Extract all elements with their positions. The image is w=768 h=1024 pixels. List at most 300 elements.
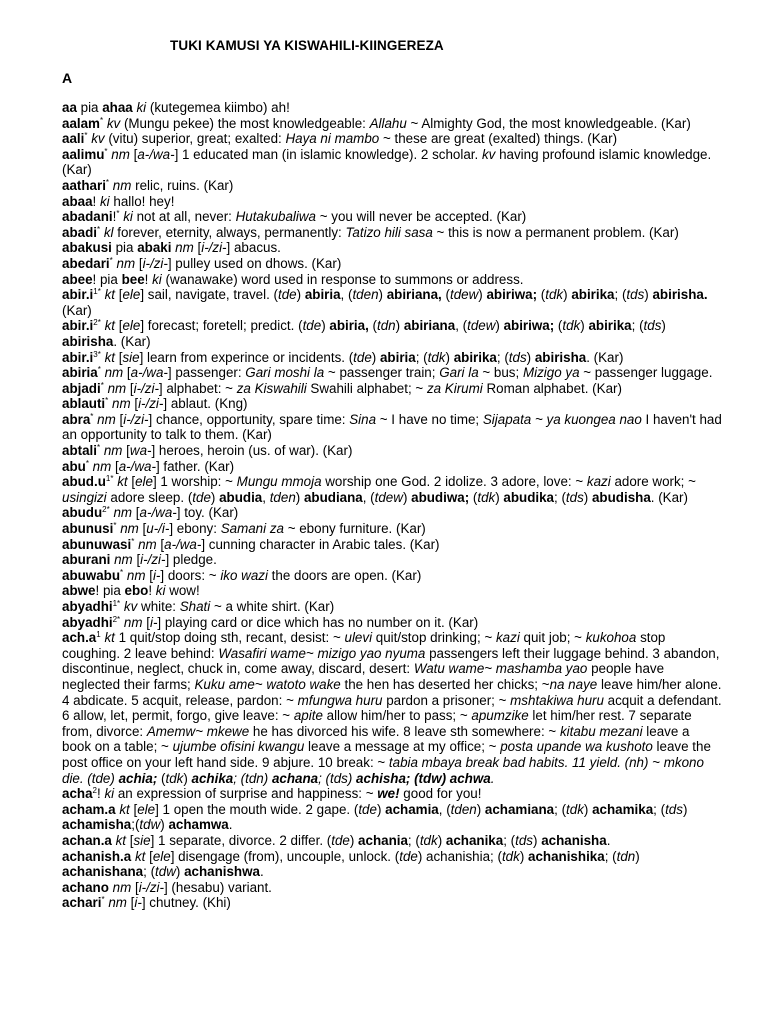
entry-italic-text: ; (tdn) xyxy=(233,770,272,786)
entry-italic-text: Mizigo ya xyxy=(522,365,580,381)
entry-text: ! xyxy=(112,209,117,225)
entry-headword: achano xyxy=(62,879,109,895)
dictionary-entry xyxy=(62,849,722,880)
entry-text: ~ passenger luggage. xyxy=(579,365,713,381)
entry-italic-text: nm xyxy=(123,614,143,630)
entry-headword: abyadhi xyxy=(62,614,113,630)
entry-text: [ xyxy=(115,411,124,427)
entry-text: ) xyxy=(160,817,169,833)
entry-italic-text: ki xyxy=(104,786,115,802)
entry-italic-text: tdk xyxy=(566,801,584,817)
entry-superscript: 3* xyxy=(93,349,101,359)
entry-text: [ xyxy=(114,287,123,303)
dictionary-entry xyxy=(62,474,722,505)
entry-text: (kutegemea kiimbo) ah! xyxy=(146,100,290,115)
entry-headword: ebo xyxy=(124,583,149,599)
entry-italic-text: tden xyxy=(450,801,477,817)
entry-superscript: * xyxy=(84,131,88,141)
entry-text: [ xyxy=(126,380,134,396)
entry-italic-text: nm xyxy=(104,365,124,381)
entry-text: [ xyxy=(156,536,165,552)
entry-text: pardon a prisoner; ~ xyxy=(382,692,511,708)
entry-italic-text: kt xyxy=(104,630,115,646)
entry-text: ] chutney. (Khi) xyxy=(141,895,231,911)
entry-headword: abirisha. xyxy=(652,287,708,303)
entry-italic-text: tdk xyxy=(562,318,581,334)
entry-text: ! xyxy=(92,193,100,209)
entry-italic-text: nm xyxy=(114,552,133,568)
entry-headword: abra xyxy=(62,411,91,427)
entry-text: ! pia xyxy=(95,583,125,599)
entry-italic-text: ; (tds) xyxy=(318,770,357,786)
entry-text: ~ passenger train; xyxy=(324,365,440,381)
entry-italic-text: ki xyxy=(123,209,133,225)
entry-superscript: * xyxy=(99,115,104,125)
entry-italic-text: za Kirumi xyxy=(426,380,483,396)
entry-text: the hen has deserted her chicks; ~ xyxy=(340,676,550,692)
dictionary-entry xyxy=(62,350,722,366)
entry-text: ) xyxy=(295,489,304,505)
entry-text: Roman alphabet. (Kar) xyxy=(482,380,622,396)
entry-text: ) xyxy=(183,770,192,786)
entry-italic-text: tde xyxy=(399,848,418,864)
entry-text: . (Kar) xyxy=(586,349,624,365)
entry-italic-text: tds xyxy=(515,832,533,848)
entry-text: ) xyxy=(476,801,485,817)
entry-text: ) xyxy=(661,318,666,334)
entry-headword: abiriwa; xyxy=(503,318,555,334)
entry-headword: abiriana xyxy=(403,318,456,334)
entry-italic-text: kt xyxy=(104,318,115,334)
entry-text: relic, ruins. (Kar) xyxy=(131,177,234,193)
entry-italic-text: tdw xyxy=(139,817,161,833)
entry-text: ) xyxy=(580,318,589,334)
entry-superscript: * xyxy=(105,396,109,406)
entry-text: ] 1 worship: ~ xyxy=(152,474,237,490)
dictionary-entry xyxy=(62,225,722,241)
entry-italic-text: tdk xyxy=(427,349,446,365)
entry-superscript: * xyxy=(97,365,101,375)
entry-headword: achamisha xyxy=(62,817,132,833)
entry-text: (Kar) xyxy=(62,302,92,318)
entry-headword: ablauti xyxy=(62,396,106,412)
entry-italic-text: sie xyxy=(122,349,140,365)
entry-text: I haven't had an opportunity to talk to them. (Kar) xyxy=(62,411,722,443)
entry-italic-text: iko wazi xyxy=(220,567,268,583)
entry-italic-text: tdk xyxy=(501,848,520,864)
entry-headword: abir.i xyxy=(62,318,94,334)
entry-italic-text: ele xyxy=(137,801,156,817)
entry-italic-text: ele xyxy=(122,287,141,303)
entry-text: quit job; ~ xyxy=(519,630,586,646)
entry-text: the doors are open. (Kar) xyxy=(267,567,422,583)
entry-headword: aburani xyxy=(62,552,111,568)
entry-superscript: 2* xyxy=(93,318,101,328)
entry-italic-text: nm xyxy=(97,411,116,427)
entry-text: ] doors: ~ xyxy=(160,567,221,583)
entry-text: ) xyxy=(445,349,454,365)
entry-italic-text: i-/zi- xyxy=(123,411,149,427)
entry-headword: achamiana xyxy=(484,801,555,817)
entry-bold-italic-text: achia; xyxy=(118,770,158,786)
entry-text: ~ ebony furniture. (Kar) xyxy=(283,521,426,537)
entry-text: forever, eternity, always, permanently: xyxy=(113,224,346,240)
dictionary-entry xyxy=(62,365,722,381)
entry-headword: abee xyxy=(62,271,93,287)
entry-text: leave him/her alone. 4 abdicate. 5 acquit, release, pardon: ~ xyxy=(62,676,722,708)
entry-text: ) xyxy=(635,848,640,864)
entry-italic-text: za Kiswahili xyxy=(236,380,307,396)
entry-italic-text: Kuku ame~ watoto wake xyxy=(194,676,341,692)
entry-italic-text: tabia mbaya break bad habits. 11 yield. (nh) ~ mkono die. (tde) xyxy=(62,754,704,786)
entry-text: ] pulley used on dhows. (Kar) xyxy=(167,255,342,271)
entry-text: ; ( xyxy=(604,848,617,864)
entry-italic-text: i-/zi- xyxy=(138,396,164,412)
entry-italic-text: tdn xyxy=(616,848,636,864)
entry-headword: abaa xyxy=(62,193,93,209)
entry-text: ; ( xyxy=(653,801,666,817)
entry-text: stop coughing. 2 leave behind: xyxy=(62,630,666,661)
dictionary-entry xyxy=(62,568,722,584)
entry-bold-italic-text: achana xyxy=(271,770,319,786)
entry-text: ] 1 open the mouth wide. 2 gape. ( xyxy=(155,801,359,817)
entry-italic-text: kt xyxy=(115,832,127,848)
entry-italic-text: nm xyxy=(107,380,127,396)
dictionary-entry xyxy=(62,833,722,849)
entry-text: [ xyxy=(129,146,138,162)
entry-text: ; ( xyxy=(415,349,428,365)
dictionary-entry xyxy=(62,505,722,521)
dictionary-entry xyxy=(62,786,722,802)
dictionary-entry xyxy=(62,287,722,318)
entry-italic-text: Wasafiri wame~ mizigo yao nyuma xyxy=(218,645,426,661)
entry-text: , ( xyxy=(438,801,451,817)
entry-text: ~ Almighty God, the most knowledgeable. (Kar) xyxy=(406,115,691,131)
dictionary-entry xyxy=(62,895,722,911)
entry-headword: achanishana xyxy=(62,864,144,880)
entry-italic-text: a-/wa- xyxy=(139,505,177,521)
entry-text: let him/her rest. 7 separate from, divorce: xyxy=(62,708,692,739)
entry-italic-text: ele xyxy=(152,848,171,864)
entry-italic-text: Gari moshi la xyxy=(245,365,325,381)
entry-headword: abirika xyxy=(453,349,497,365)
entry-text: [ xyxy=(145,567,153,583)
entry-text: [ xyxy=(127,474,136,490)
entry-text: , xyxy=(262,489,270,505)
entry-text: passengers left their luggage behind. 3 abandon, discontinue, neglect, chuck in, come away, discard, desert: xyxy=(62,645,720,677)
entry-text: ( xyxy=(157,770,166,786)
section-letter-heading: A xyxy=(62,70,73,86)
entry-headword: abyadhi xyxy=(62,599,113,614)
entry-superscript: 1 xyxy=(96,630,101,640)
entry-text: ; ( xyxy=(631,318,644,334)
entry-text: ] ablaut. (Kng) xyxy=(163,396,248,412)
entry-italic-text: ki xyxy=(99,193,110,209)
entry-italic-text: posta upande wa kushoto xyxy=(500,739,653,755)
entry-text: [ xyxy=(123,365,131,381)
entry-headword: abuwabu xyxy=(62,567,121,583)
entry-italic-text: nm xyxy=(138,536,157,552)
entry-superscript: * xyxy=(109,255,113,265)
entry-text: . xyxy=(259,864,264,880)
entry-text: ] passenger: xyxy=(167,365,246,381)
entry-text: ) xyxy=(478,287,487,303)
entry-superscript: * xyxy=(96,443,101,453)
entry-italic-text: Tatizo hili sasa xyxy=(345,224,433,240)
entry-italic-text: kv xyxy=(106,115,121,131)
entry-text: ] 1 separate, divorce. 2 differ. ( xyxy=(150,832,332,848)
entry-italic-text: tdk xyxy=(419,832,438,848)
entry-italic-text: Gari la xyxy=(439,365,479,381)
entry-italic-text: Mungu mmoja xyxy=(236,474,322,490)
entry-text: , ( xyxy=(362,489,375,505)
entry-text: ( xyxy=(554,318,563,334)
entry-text: ) xyxy=(563,287,572,303)
entry-superscript: * xyxy=(100,380,104,390)
entry-text: ] alphabet: ~ xyxy=(158,380,237,396)
entry-italic-text: Samani za xyxy=(220,521,284,537)
entry-italic-text: apite xyxy=(293,708,323,724)
entry-headword: abirika xyxy=(588,318,632,334)
entry-text: . (Kar) xyxy=(113,333,151,349)
entry-text: not at all, never: xyxy=(132,209,236,225)
entry-text: ) xyxy=(376,801,386,817)
entry-text: ~ a white shirt. (Kar) xyxy=(210,599,335,614)
entry-headword: abadi xyxy=(62,224,97,240)
dictionary-entry xyxy=(62,802,722,833)
entry-superscript: * xyxy=(116,209,120,219)
entry-text: ] ebony: xyxy=(169,521,221,537)
entry-italic-text: ele xyxy=(122,318,141,334)
dictionary-entry xyxy=(62,880,722,896)
entry-text: ] chance, opportunity, spare time: xyxy=(148,411,350,427)
entry-italic-text: ele xyxy=(135,474,153,490)
entry-headword: abud.u xyxy=(62,474,106,490)
entry-text: good for you! xyxy=(399,786,482,802)
entry-italic-text: tds xyxy=(626,287,645,303)
entry-text: . xyxy=(606,832,611,848)
entry-headword: aali xyxy=(62,131,85,147)
entry-text: ; ( xyxy=(503,832,516,848)
entry-italic-text: tdew xyxy=(374,489,403,505)
entry-italic-text: kt xyxy=(119,801,130,817)
dictionary-entry xyxy=(62,116,722,132)
entry-text: [ xyxy=(111,458,119,474)
entry-superscript: * xyxy=(113,521,117,531)
entry-italic-text: tde xyxy=(353,349,372,365)
dictionary-entry xyxy=(62,147,722,178)
entry-text: people have neglected their farms; xyxy=(62,661,665,692)
entry-text: ] sail, navigate, travel. ( xyxy=(140,287,278,303)
entry-text: ; ( xyxy=(407,832,420,848)
entry-headword: abunuwasi xyxy=(62,536,132,552)
entry-italic-text: i- xyxy=(149,614,158,630)
entry-italic-text: nm xyxy=(112,396,131,412)
entry-text: leave a message at my office; ~ xyxy=(304,739,501,755)
entry-italic-text: tdk xyxy=(545,287,564,303)
entry-text: hallo! hey! xyxy=(109,193,175,209)
entry-headword: achanish.a xyxy=(62,848,132,864)
entry-text: ; ( xyxy=(496,349,509,365)
entry-text: [ xyxy=(138,521,147,537)
entry-text: [ xyxy=(126,832,134,848)
entry-text: [ xyxy=(145,848,153,864)
entry-text: Swahili alphabet; ~ xyxy=(306,380,427,396)
entry-italic-text: tds xyxy=(665,801,683,817)
entry-italic-text: usingizi xyxy=(62,489,107,505)
entry-italic-text: kazi xyxy=(586,474,611,490)
entry-italic-text: nm xyxy=(112,879,132,895)
entry-italic-text: tde xyxy=(302,318,322,334)
entry-text: acquit a defendant. 6 allow, let, permit, forgo, give leave: ~ xyxy=(62,692,722,724)
entry-headword: achanisha xyxy=(541,832,607,848)
entry-text: ] (hesabu) variant. xyxy=(163,879,272,895)
entry-text: ) xyxy=(437,832,446,848)
entry-text: [ xyxy=(131,879,139,895)
entry-text: ] disengage (from), uncouple, unlock. ( xyxy=(170,848,400,864)
entry-italic-text: nm xyxy=(108,895,127,911)
entry-headword: ach.a xyxy=(62,630,97,646)
entry-italic-text: a-/wa- xyxy=(164,536,202,552)
entry-italic-text: ulevi xyxy=(344,630,373,646)
dictionary-entry xyxy=(62,459,722,475)
entry-text: , ( xyxy=(455,318,468,334)
entry-text: pia xyxy=(76,100,103,115)
entry-headword: abtali xyxy=(62,443,97,459)
entry-italic-text: sie xyxy=(133,832,151,848)
entry-text: ( xyxy=(537,287,546,303)
dictionary-entry xyxy=(62,381,722,397)
entry-italic-text: Sijapata ~ ya kuongea nao xyxy=(482,411,642,427)
entry-text: ! xyxy=(148,583,156,599)
entry-superscript: * xyxy=(90,411,94,421)
entry-headword: abudu xyxy=(62,505,103,521)
entry-italic-text: nm xyxy=(92,458,112,474)
entry-text: [ xyxy=(114,349,123,365)
entry-text: ) xyxy=(644,287,653,303)
entry-text: [ xyxy=(193,240,202,256)
entry-text: (vitu) superior, great; exalted: xyxy=(104,131,286,147)
entry-superscript: 1* xyxy=(105,474,114,484)
entry-italic-text: tdew xyxy=(449,287,479,303)
entry-text: ~ you will never be accepted. (Kar) xyxy=(315,209,527,225)
entry-text: ] heroes, heroin (us. of war). (Kar) xyxy=(151,443,353,459)
entry-italic-text: i- xyxy=(134,895,142,911)
entry-superscript: 1* xyxy=(112,599,121,608)
entry-text: worship one God. 2 idolize. 3 adore, love: ~ xyxy=(321,474,587,490)
entry-italic-text: ki xyxy=(152,271,162,287)
entry-text: ) xyxy=(682,801,688,817)
entry-headword: bee xyxy=(121,271,145,287)
entry-italic-text: i- xyxy=(152,567,161,583)
entry-headword: acham.a xyxy=(62,801,116,817)
entry-text: ] 1 educated man (in islamic knowledge). 2 scholar. xyxy=(174,146,482,162)
entry-headword: abudika xyxy=(503,489,555,505)
entry-text: ] pledge. xyxy=(165,552,217,568)
entry-superscript: * xyxy=(101,895,105,905)
entry-text: ) xyxy=(402,489,412,505)
entry-text: ) xyxy=(519,848,529,864)
entry-headword: aa xyxy=(62,100,77,115)
entry-italic-text: ki xyxy=(136,100,147,115)
entry-italic-text: ujumbe ofisini kwangu xyxy=(172,739,305,755)
entry-text: wow! xyxy=(165,583,200,599)
entry-text: pia xyxy=(111,240,138,256)
entry-text: leave a book on a table; ~ xyxy=(62,723,690,755)
dictionary-entry xyxy=(62,178,722,194)
entry-italic-text: tde xyxy=(358,801,377,817)
entry-headword: aalam xyxy=(62,115,100,131)
dictionary-entry xyxy=(62,552,722,568)
entry-italic-text: tden xyxy=(269,489,296,505)
entry-text: ;( xyxy=(131,817,140,833)
entry-text: ! xyxy=(96,786,105,802)
entry-text: white: xyxy=(137,599,180,614)
entry-text: ~ these are great (exalted) things. (Kar) xyxy=(379,131,618,147)
entry-text: [ xyxy=(122,443,130,459)
entry-italic-text: na naye xyxy=(549,676,598,692)
entry-italic-text: ki xyxy=(155,583,166,599)
entry-superscript: 2* xyxy=(102,505,110,515)
entry-headword: abjadi xyxy=(62,380,101,396)
entry-italic-text: a-/wa- xyxy=(137,146,175,162)
entry-text: ] learn from experince or incidents. ( xyxy=(139,349,354,365)
entry-headword: achania xyxy=(358,832,408,848)
entry-superscript: * xyxy=(105,177,110,187)
entry-superscript: * xyxy=(85,458,89,468)
entry-text: ; ( xyxy=(143,864,156,880)
entry-text: ) xyxy=(210,489,220,505)
entry-italic-text: a-/wa- xyxy=(118,458,156,474)
entry-text: [ xyxy=(132,552,141,568)
entry-italic-text: tde xyxy=(331,832,350,848)
entry-text: ] father. (Kar) xyxy=(155,458,235,474)
entry-text: , ( xyxy=(340,287,353,303)
entry-italic-text: kv xyxy=(481,146,496,162)
entry-headword: abiria xyxy=(62,365,98,381)
entry-italic-text: kv xyxy=(123,599,138,614)
entry-headword: abirika xyxy=(571,287,615,303)
entry-italic-text: kitabu mezani xyxy=(559,723,643,739)
entry-italic-text: nm xyxy=(103,443,123,459)
entry-italic-text: mfungwa huru xyxy=(297,692,383,708)
entry-text: he has divorced his wife. 8 leave sth somewhere: ~ xyxy=(249,723,560,739)
dictionary-entry xyxy=(62,396,722,412)
entry-text: ] forecast; foretell; predict. ( xyxy=(140,318,303,334)
entry-italic-text: i-/zi- xyxy=(133,380,159,396)
entry-text: ) xyxy=(321,318,330,334)
entry-text: ) xyxy=(533,832,542,848)
entry-text: ] toy. (Kar) xyxy=(176,505,239,521)
entry-text: ) xyxy=(583,801,593,817)
entry-text: ) achanishia; ( xyxy=(417,848,502,864)
entry-headword: abaki xyxy=(137,240,172,256)
entry-headword: abadani xyxy=(62,209,113,225)
entry-headword: abakusi xyxy=(62,240,112,256)
entry-text: ; ( xyxy=(554,489,566,505)
entry-text: ; ( xyxy=(614,287,627,303)
entry-text: [ xyxy=(126,895,135,911)
dictionary-entry xyxy=(62,583,722,599)
dictionary-entry xyxy=(62,630,722,786)
entry-italic-text: Shati xyxy=(179,599,211,614)
entry-headword: achari xyxy=(62,895,102,911)
entry-italic-text: a-/wa- xyxy=(130,365,168,381)
entry-headword: acha xyxy=(62,786,93,802)
entry-italic-text: Haya ni mambo xyxy=(285,131,380,147)
entry-text: leave the post office on your left hand side. 9 abjure. 10 break: ~ xyxy=(62,739,711,770)
entry-text: ) xyxy=(495,489,504,505)
